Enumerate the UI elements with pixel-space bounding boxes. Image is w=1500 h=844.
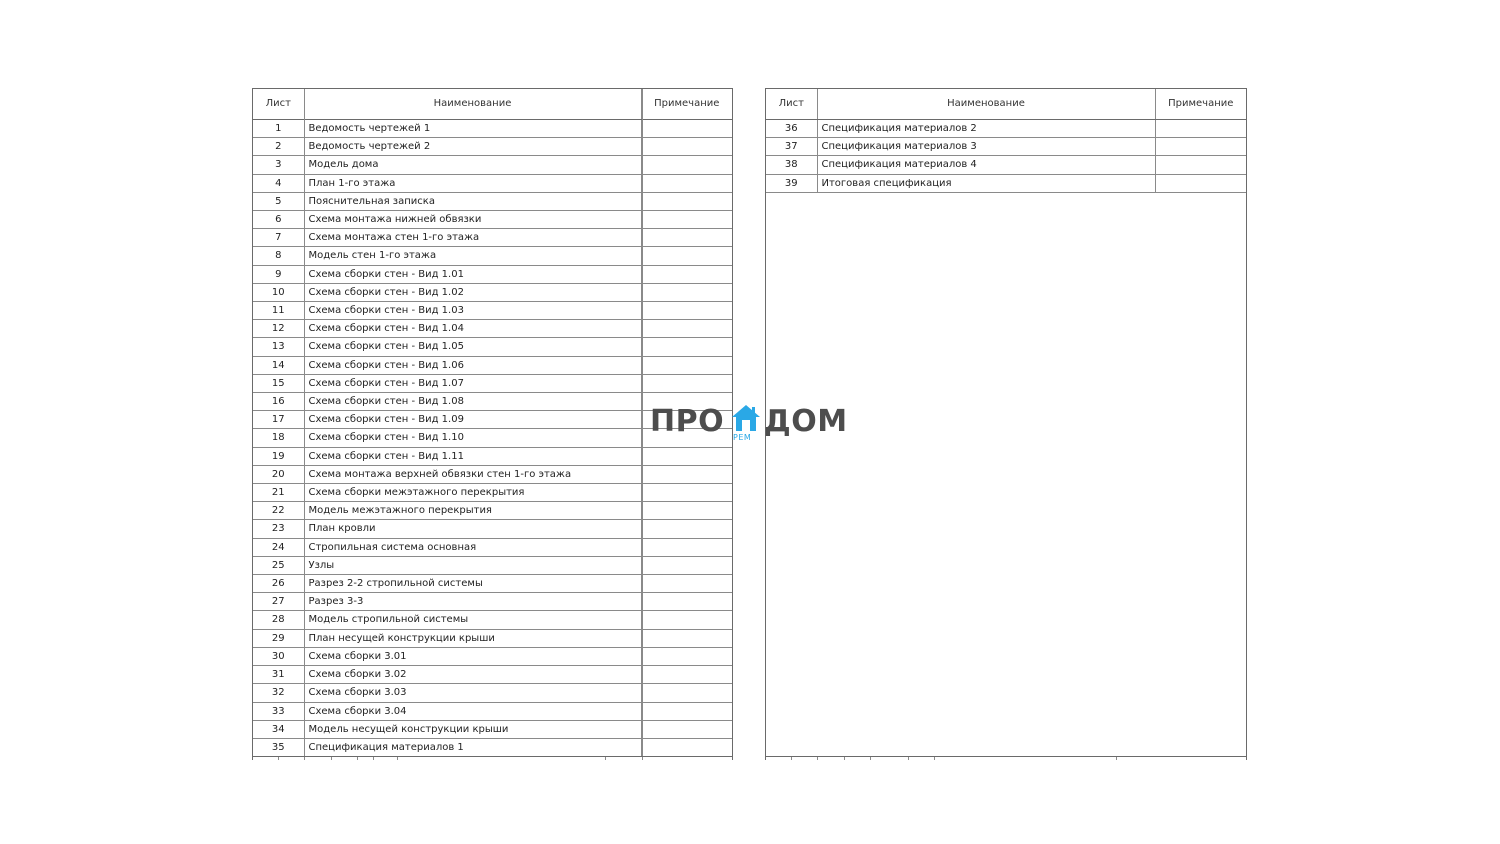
header-name: Наименование (304, 89, 641, 120)
sheet-number: 8 (253, 247, 304, 265)
drawing-note (641, 338, 732, 356)
drawing-note (1155, 174, 1246, 192)
sheet-number: 9 (253, 265, 304, 283)
bottom-ticks (766, 757, 1246, 760)
table-row (253, 647, 732, 665)
drawing-name: Спецификация материалов 4 (817, 156, 1155, 174)
sheet-number: 5 (253, 192, 304, 210)
drawing-name: Модель дома (304, 156, 641, 174)
drawing-name: Спецификация материалов 1 (304, 738, 641, 756)
drawing-name: Спецификация материалов 2 (817, 120, 1155, 138)
table-row (253, 192, 732, 210)
sheet-number: 10 (253, 283, 304, 301)
table-row (253, 356, 732, 374)
table-row (253, 338, 732, 356)
drawing-name: Схема сборки стен - Вид 1.02 (304, 283, 641, 301)
drawing-name: Ведомость чертежей 2 (304, 138, 641, 156)
sheet-number: 38 (766, 156, 817, 174)
sheet-number: 12 (253, 320, 304, 338)
drawing-note (641, 156, 732, 174)
drawing-note (641, 484, 732, 502)
sheet-number: 33 (253, 702, 304, 720)
drawing-name: Узлы (304, 556, 641, 574)
sheet-number: 13 (253, 338, 304, 356)
drawing-name: Схема сборки стен - Вид 1.10 (304, 429, 641, 447)
drawing-note (641, 538, 732, 556)
logo-subtext: РЕМ (733, 433, 752, 442)
table-row (253, 575, 732, 593)
pro-dom-watermark-logo (650, 402, 850, 446)
table-row (253, 283, 732, 301)
table-row (253, 120, 732, 138)
table-row (253, 629, 732, 647)
drawing-name: Схема сборки стен - Вид 1.04 (304, 320, 641, 338)
drawing-name: Схема сборки стен - Вид 1.11 (304, 447, 641, 465)
drawing-note (641, 211, 732, 229)
table-row (766, 156, 1246, 174)
sheet-number: 37 (766, 138, 817, 156)
drawing-note (1155, 120, 1246, 138)
drawing-name: Ведомость чертежей 1 (304, 120, 641, 138)
table-row (253, 738, 732, 756)
table-row (253, 720, 732, 738)
sheet-number: 39 (766, 174, 817, 192)
table-row (253, 556, 732, 574)
table-row (253, 538, 732, 556)
column-divider (642, 89, 643, 760)
drawing-note (1155, 156, 1246, 174)
table-row (253, 666, 732, 684)
drawing-note (641, 593, 732, 611)
drawing-name: Схема монтажа верхней обвязки стен 1-го этажа (304, 465, 641, 483)
drawing-name: Схема сборки стен - Вид 1.03 (304, 302, 641, 320)
table-row (766, 174, 1246, 192)
sheet-number: 30 (253, 647, 304, 665)
drawing-name: Разрез 3-3 (304, 593, 641, 611)
drawing-name: Схема сборки стен - Вид 1.08 (304, 393, 641, 411)
table-row (253, 684, 732, 702)
drawing-name: Разрез 2-2 стропильной системы (304, 575, 641, 593)
table-row (253, 374, 732, 392)
sheet-number: 25 (253, 556, 304, 574)
drawing-note (641, 611, 732, 629)
drawing-name: Схема сборки стен - Вид 1.05 (304, 338, 641, 356)
sheet-number: 3 (253, 156, 304, 174)
sheet-number: 14 (253, 356, 304, 374)
header-name: Наименование (817, 89, 1155, 120)
drawing-name: Схема сборки 3.02 (304, 666, 641, 684)
table-row (253, 484, 732, 502)
drawing-name: Пояснительная записка (304, 192, 641, 210)
drawing-note (641, 720, 732, 738)
drawing-note (641, 465, 732, 483)
table-row (253, 465, 732, 483)
drawing-name: Схема сборки 3.01 (304, 647, 641, 665)
drawing-note (641, 247, 732, 265)
drawing-note (641, 502, 732, 520)
drawing-note (641, 320, 732, 338)
sheet-number: 32 (253, 684, 304, 702)
drawing-name: Итоговая спецификация (817, 174, 1155, 192)
drawing-note (641, 666, 732, 684)
table-row (766, 120, 1246, 138)
sheet-number: 28 (253, 611, 304, 629)
drawing-note (641, 447, 732, 465)
logo-text-left: ПРО (650, 404, 725, 439)
drawing-note (641, 138, 732, 156)
drawing-name: План 1-го этажа (304, 174, 641, 192)
drawing-note (1155, 138, 1246, 156)
drawing-note (641, 684, 732, 702)
drawing-name: Схема сборки межэтажного перекрытия (304, 484, 641, 502)
drawing-note (641, 302, 732, 320)
table-row (253, 502, 732, 520)
sheet-number: 6 (253, 211, 304, 229)
drawing-name: Спецификация материалов 3 (817, 138, 1155, 156)
sheet-number: 36 (766, 120, 817, 138)
drawing-note (641, 520, 732, 538)
table-row (253, 702, 732, 720)
house-icon (730, 402, 762, 434)
drawing-note (641, 629, 732, 647)
sheet-number: 2 (253, 138, 304, 156)
sheet-number: 24 (253, 538, 304, 556)
table-row (253, 156, 732, 174)
sheet-number: 35 (253, 738, 304, 756)
drawing-note (641, 374, 732, 392)
table-row (253, 302, 732, 320)
sheet-number: 4 (253, 174, 304, 192)
drawing-name: Схема сборки стен - Вид 1.01 (304, 265, 641, 283)
table-row (253, 211, 732, 229)
drawing-name: Схема монтажа стен 1-го этажа (304, 229, 641, 247)
sheet-number: 1 (253, 120, 304, 138)
drawing-name: Схема сборки 3.04 (304, 702, 641, 720)
sheet-number: 19 (253, 447, 304, 465)
sheet-number: 11 (253, 302, 304, 320)
drawing-name: План кровли (304, 520, 641, 538)
sheet-number: 20 (253, 465, 304, 483)
sheet-number: 22 (253, 502, 304, 520)
drawing-note (641, 192, 732, 210)
drawing-name: Схема сборки стен - Вид 1.07 (304, 374, 641, 392)
drawing-name: Схема монтажа нижней обвязки (304, 211, 641, 229)
table-row (253, 174, 732, 192)
drawing-name: Схема сборки 3.03 (304, 684, 641, 702)
drawing-note (641, 702, 732, 720)
drawing-name: Модель стен 1-го этажа (304, 247, 641, 265)
table-row (253, 447, 732, 465)
drawing-name: Стропильная система основная (304, 538, 641, 556)
sheet-number: 18 (253, 429, 304, 447)
sheet-number: 23 (253, 520, 304, 538)
drawing-name: Модель стропильной системы (304, 611, 641, 629)
sheet-number: 31 (253, 666, 304, 684)
drawing-note (641, 356, 732, 374)
drawing-note (641, 283, 732, 301)
table-header-row (253, 89, 732, 120)
drawing-note (641, 647, 732, 665)
drawing-note (641, 174, 732, 192)
sheet-number: 15 (253, 374, 304, 392)
sheet-number: 16 (253, 393, 304, 411)
sheet-number: 17 (253, 411, 304, 429)
sheet-number: 26 (253, 575, 304, 593)
table-row (766, 138, 1246, 156)
table-body-right (766, 120, 1246, 193)
logo-text-right: ДОМ (764, 404, 848, 439)
sheet-number: 29 (253, 629, 304, 647)
table-row (253, 611, 732, 629)
sheet-number: 34 (253, 720, 304, 738)
drawing-name: Модель межэтажного перекрытия (304, 502, 641, 520)
header-sheet: Лист (253, 89, 304, 120)
table-row (253, 320, 732, 338)
drawing-name: Модель несущей конструкции крыши (304, 720, 641, 738)
table-row (253, 247, 732, 265)
sheet-number: 7 (253, 229, 304, 247)
header-sheet: Лист (766, 89, 817, 120)
header-note: Примечание (1155, 89, 1246, 120)
drawing-name: Схема сборки стен - Вид 1.06 (304, 356, 641, 374)
drawing-note (641, 265, 732, 283)
bottom-ticks (253, 757, 732, 760)
table-row (253, 520, 732, 538)
sheet-number: 21 (253, 484, 304, 502)
drawing-note (641, 229, 732, 247)
table-header-row (766, 89, 1246, 120)
drawing-note (641, 120, 732, 138)
drawing-name: Схема сборки стен - Вид 1.09 (304, 411, 641, 429)
drawing-name: План несущей конструкции крыши (304, 629, 641, 647)
table-row (253, 138, 732, 156)
column-divider (304, 89, 305, 760)
drawing-note (641, 575, 732, 593)
header-note: Примечание (641, 89, 732, 120)
table-row (253, 593, 732, 611)
table-row (253, 265, 732, 283)
sheet-number: 27 (253, 593, 304, 611)
drawing-list-table-right (766, 89, 1246, 193)
drawing-note (641, 556, 732, 574)
table-row (253, 229, 732, 247)
drawing-note (641, 738, 732, 756)
